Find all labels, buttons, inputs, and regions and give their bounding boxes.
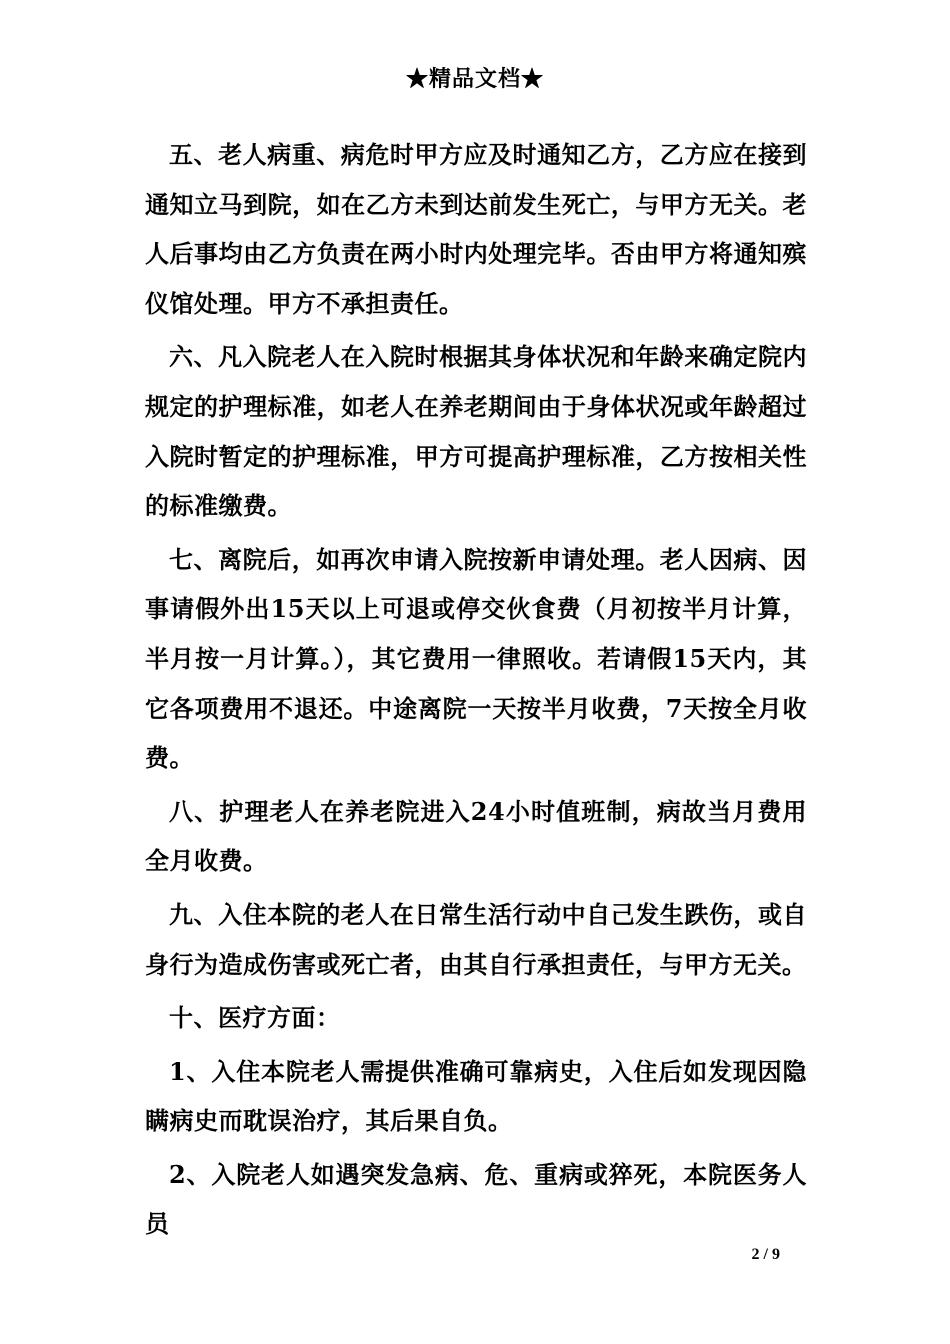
paragraph-10-item-2: 2、入院老人如遇突发急病、危、重病或猝死，本院医务人员 <box>145 1159 807 1239</box>
paragraph-8: 八、护理老人在养老院进入24小时值班制，病故当月费用全月收费。 <box>145 796 807 876</box>
paragraph-9: 九、入住本院的老人在日常生活行动中自己发生跌伤，或自身行为造成伤害或死亡者，由其自行承担责任，与甲方无关。 <box>145 899 807 979</box>
paragraph-10-heading: 十、医疗方面： <box>169 1003 341 1033</box>
paragraph-10-item-1: 1、入住本院老人需提供准确可靠病史，入住后如发现因隐瞒病史而耽误治疗，其后果自负。 <box>145 1056 807 1136</box>
page-number: 2 / 9 <box>751 1246 780 1263</box>
paragraph-5: 五、老人病重、病危时甲方应及时通知乙方，乙方应在接到通知立马到院，如在乙方未到达前发生死亡，与甲方无关。老人后事均由乙方负责在两小时内处理完毕。否由甲方将通知殡仪馆处理。甲方不承担责任。 <box>145 140 807 318</box>
paragraph-7: 七、离院后，如再次申请入院按新申请处理。老人因病、因事请假外出15天以上可退或停交伙食费（月初按半月计算，半月按一月计算。），其它费用一律照收。若请假15天内，其它各项费用不退还。中途离院一天按半月收费，7天按全月收费。 <box>145 544 807 773</box>
paragraph-6: 六、凡入院老人在入院时根据其身体状况和年龄来确定院内规定的护理标准，如老人在养老期间由于身体状况或年龄超过入院时暂定的护理标准，甲方可提高护理标准，乙方按相关性的标准缴费。 <box>145 342 807 521</box>
page-header-title: ★精品文档★ <box>405 66 544 92</box>
document-body <box>145 130 807 1253</box>
